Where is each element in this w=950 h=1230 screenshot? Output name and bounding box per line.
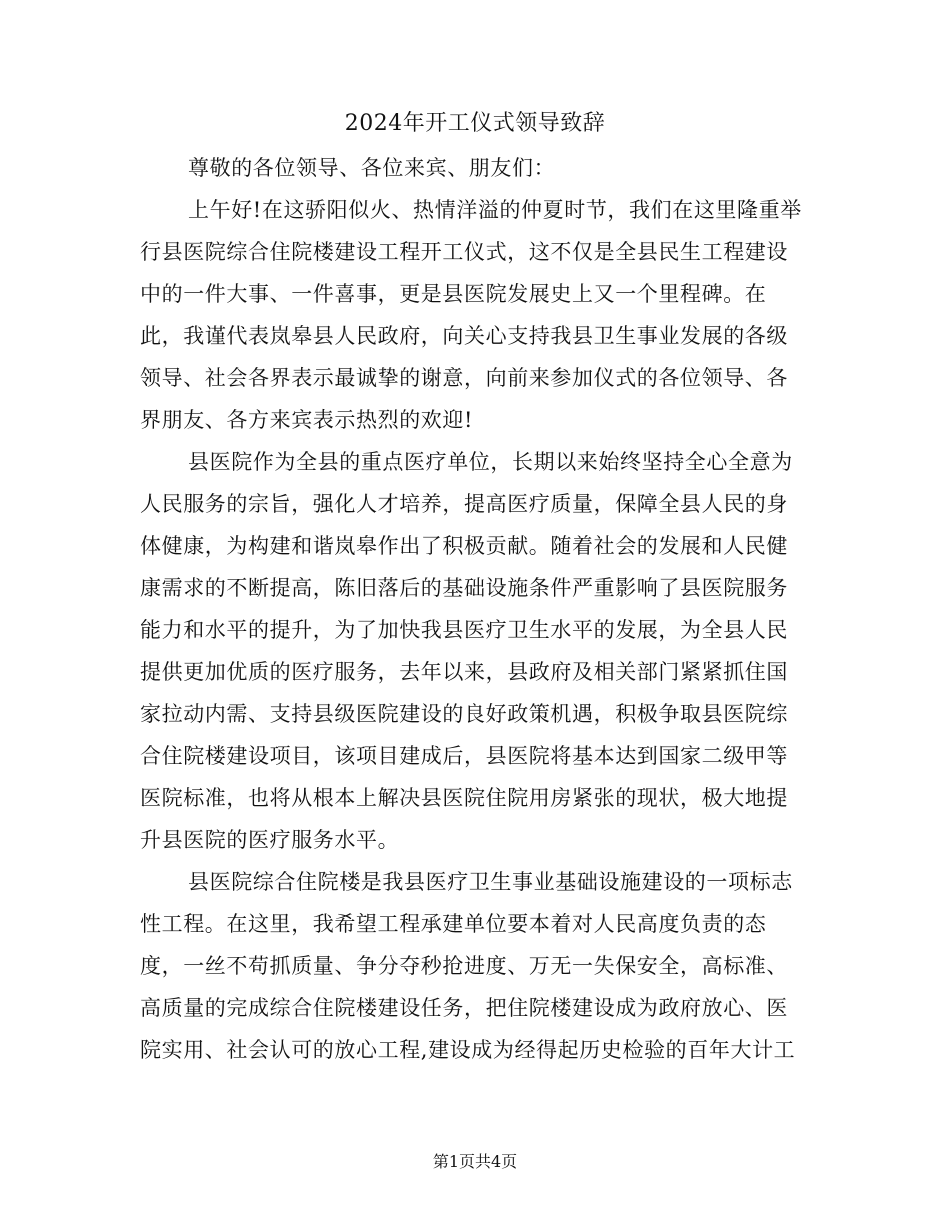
document-body bbox=[140, 147, 812, 1071]
paragraph-1-line-1: 上午好!在这骄阳似火、热情洋溢的仲夏时节，我们在这里隆重举 bbox=[188, 198, 802, 222]
paragraph-3-line-1: 县医院综合住院楼是我县医疗卫生事业基础设施建设的一项标志 bbox=[188, 870, 793, 894]
paragraph-3-line-4: 高质量的完成综合住院楼建设任务，把住院楼建设成为政府放心、医 bbox=[140, 996, 788, 1020]
paragraph-2-line-8: 合住院楼建设项目，该项目建成后，县医院将基本达到国家二级甲等 bbox=[140, 744, 788, 768]
paragraph-3-line-2: 性工程。在这里，我希望工程承建单位要本着对人民高度负责的态 bbox=[140, 912, 767, 936]
paragraph-2-line-6: 提供更加优质的医疗服务，去年以来，县政府及相关部门紧紧抓住国 bbox=[140, 660, 788, 684]
paragraph-3-line-3: 度，一丝不苟抓质量、争分夺秒抢进度、万无一失保安全，高标准、 bbox=[140, 954, 788, 978]
paragraph-1-line-5: 领导、社会各界表示最诚挚的谢意，向前来参加仪式的各位领导、各 bbox=[140, 366, 788, 390]
paragraph-2-line-9: 医院标准，也将从根本上解决县医院住院用房紧张的现状，极大地提 bbox=[140, 786, 788, 810]
paragraph-1-line-2: 行县医院综合住院楼建设工程开工仪式，这不仅是全县民生工程建设 bbox=[140, 240, 788, 264]
paragraph-1-line-6: 界朋友、各方来宾表示热烈的欢迎! bbox=[140, 408, 474, 432]
paragraph-2-line-10: 升县医院的医疗服务水平。 bbox=[140, 828, 400, 852]
salutation-line: 尊敬的各位领导、各位来宾、朋友们： bbox=[188, 156, 556, 180]
paragraph-2-line-2: 人民服务的宗旨，强化人才培养，提高医疗质量，保障全县人民的身 bbox=[140, 492, 788, 516]
paragraph-2-line-7: 家拉动内需、支持县级医院建设的良好政策机遇，积极争取县医院综 bbox=[140, 702, 788, 726]
paragraph-3-line-5: 院实用、社会认可的放心工程,建设成为经得起历史检验的百年大计工 bbox=[140, 1038, 796, 1062]
paragraph-2-line-3: 体健康，为构建和谐岚皋作出了积极贡献。随着社会的发展和人民健 bbox=[140, 534, 788, 558]
paragraph-1-line-4: 此，我谨代表岚皋县人民政府，向关心支持我县卫生事业发展的各级 bbox=[140, 324, 788, 348]
paragraph-2-line-5: 能力和水平的提升，为了加快我县医疗卫生水平的发展，为全县人民 bbox=[140, 618, 788, 642]
page-number-footer: 第1页共4页 bbox=[432, 1152, 518, 1171]
document-title: 2024年开工仪式领导致辞 bbox=[344, 111, 606, 136]
paragraph-2-line-4: 康需求的不断提高，陈旧落后的基础设施条件严重影响了县医院服务 bbox=[140, 576, 788, 600]
paragraph-2-line-1: 县医院作为全县的重点医疗单位，长期以来始终坚持全心全意为 bbox=[188, 450, 793, 474]
paragraph-1-line-3: 中的一件大事、一件喜事，更是县医院发展史上又一个里程碑。在 bbox=[140, 282, 767, 306]
